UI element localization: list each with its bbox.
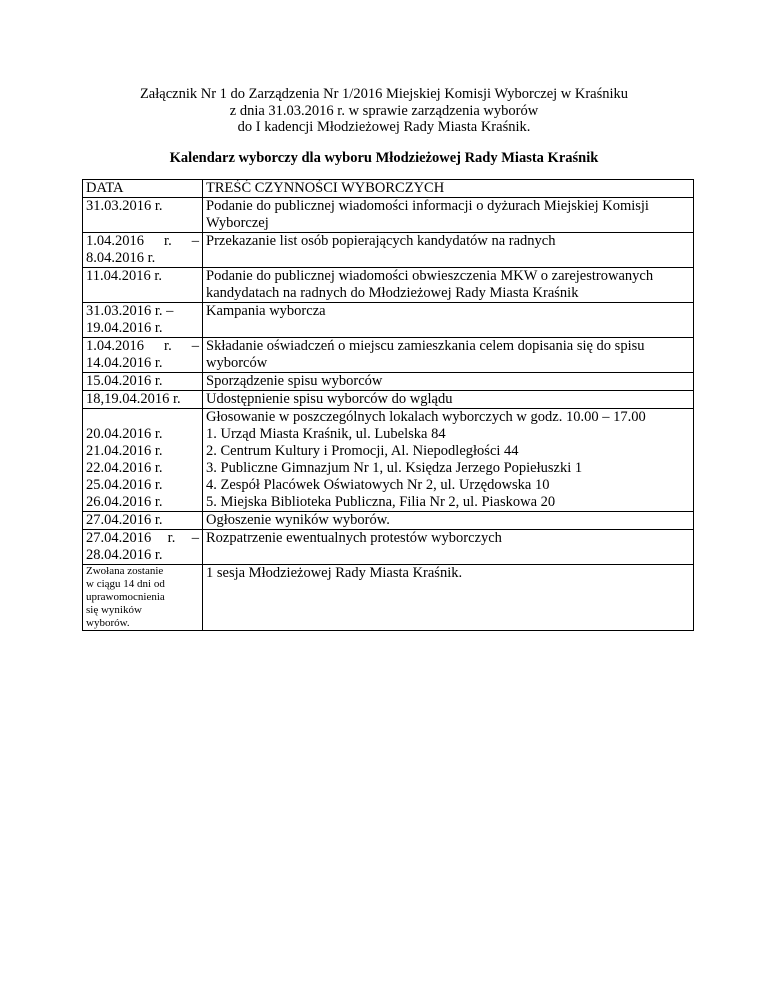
table-row bbox=[83, 391, 694, 409]
date-cell bbox=[83, 391, 203, 409]
date-cell bbox=[83, 233, 203, 268]
content-line: Rozpatrzenie ewentualnych protestów wyborczych bbox=[206, 530, 502, 546]
content-cell bbox=[203, 198, 694, 233]
date-line: 27.04.2016 r. bbox=[86, 512, 163, 528]
date-line: 8.04.2016 r. bbox=[86, 250, 156, 266]
date-line: 18,19.04.2016 r. bbox=[86, 391, 181, 407]
header-date-cell: DATA bbox=[83, 180, 203, 198]
content-cell bbox=[203, 268, 694, 303]
date-cell bbox=[83, 303, 203, 338]
content-line: Składanie oświadczeń o miejscu zamieszkania celem dopisania się do spisu wyborców bbox=[206, 338, 645, 371]
content-line: 2. Centrum Kultury i Promocji, Al. Niepodległości 44 bbox=[206, 443, 519, 459]
table-header-row bbox=[83, 180, 694, 198]
date-line: 31.03.2016 r. bbox=[86, 198, 163, 214]
table-row bbox=[83, 268, 694, 303]
content-line: 1. Urząd Miasta Kraśnik, ul. Lubelska 84 bbox=[206, 426, 446, 442]
date-line: 28.04.2016 r. bbox=[86, 547, 163, 563]
date-cell bbox=[83, 565, 203, 631]
date-cell bbox=[83, 338, 203, 373]
content-cell bbox=[203, 409, 694, 512]
table-row bbox=[83, 198, 694, 233]
table-row bbox=[83, 338, 694, 373]
date-line: 26.04.2016 r. bbox=[86, 494, 163, 510]
content-line: Głosowanie w poszczególnych lokalach wyborczych w godz. 10.00 – 17.00 bbox=[206, 409, 646, 425]
date-line: 19.04.2016 r. bbox=[86, 320, 163, 336]
date-line: 1.04.2016 r. – bbox=[86, 338, 199, 354]
date-cell bbox=[83, 512, 203, 530]
date-line: się wyników bbox=[86, 604, 142, 616]
content-line: 1 sesja Młodzieżowej Rady Miasta Kraśnik. bbox=[206, 565, 463, 581]
header-line-3: do I kadencji Młodzieżowej Rady Miasta Kraśnik. bbox=[237, 119, 531, 135]
content-cell bbox=[203, 373, 694, 391]
date-cell bbox=[83, 530, 203, 565]
table-row bbox=[83, 233, 694, 268]
election-calendar-table bbox=[82, 179, 694, 631]
content-line: Udostępnienie spisu wyborców do wglądu bbox=[206, 391, 453, 407]
date-line: 1.04.2016 r. – bbox=[86, 233, 199, 249]
table-row bbox=[83, 409, 694, 512]
date-line: 27.04.2016 r. – bbox=[86, 530, 199, 546]
content-cell bbox=[203, 391, 694, 409]
content-line: 4. Zespół Placówek Oświatowych Nr 2, ul. Urzędowska 10 bbox=[206, 477, 550, 493]
date-line: uprawomocnienia bbox=[86, 591, 165, 603]
date-line: 21.04.2016 r. bbox=[86, 443, 163, 459]
table-row bbox=[83, 303, 694, 338]
content-line: Kampania wyborcza bbox=[206, 303, 326, 319]
content-cell bbox=[203, 338, 694, 373]
table-row bbox=[83, 512, 694, 530]
content-cell bbox=[203, 530, 694, 565]
content-line: 5. Miejska Biblioteka Publiczna, Filia Nr 2, ul. Piaskowa 20 bbox=[206, 494, 556, 510]
date-line: Zwołana zostanie bbox=[86, 565, 164, 577]
header-line-1: Załącznik Nr 1 do Zarządzenia Nr 1/2016 Miejskiej Komisji Wyborczej w Kraśniku bbox=[139, 86, 629, 102]
date-line: wyborów. bbox=[86, 617, 130, 629]
date-line: 31.03.2016 r. – bbox=[86, 303, 174, 319]
attachment-header bbox=[0, 86, 768, 136]
table-row bbox=[83, 373, 694, 391]
date-cell bbox=[83, 409, 203, 512]
content-line: Sporządzenie spisu wyborców bbox=[206, 373, 383, 389]
content-line: Ogłoszenie wyników wyborów. bbox=[206, 512, 390, 528]
date-line: w ciągu 14 dni od bbox=[86, 578, 165, 590]
table-row bbox=[83, 530, 694, 565]
table-row bbox=[83, 565, 694, 631]
date-line: 14.04.2016 r. bbox=[86, 355, 163, 371]
date-line: 15.04.2016 r. bbox=[86, 373, 163, 389]
content-cell bbox=[203, 303, 694, 338]
content-cell bbox=[203, 512, 694, 530]
content-cell bbox=[203, 233, 694, 268]
content-line: Podanie do publicznej wiadomości obwieszczenia MKW o zarejestrowanych kandydatach na radnych do Młodzieżowej Rady Miasta Kraśnik bbox=[206, 268, 654, 301]
header-line-2: z dnia 31.03.2016 r. w sprawie zarządzenia wyborów bbox=[229, 102, 539, 119]
header-content-cell: TREŚĆ CZYNNOŚCI WYBORCZYCH bbox=[203, 180, 694, 198]
date-line: 25.04.2016 r. bbox=[86, 477, 163, 493]
date-cell bbox=[83, 373, 203, 391]
date-line: 20.04.2016 r. bbox=[86, 426, 163, 442]
date-line bbox=[86, 409, 199, 426]
content-line: Podanie do publicznej wiadomości informacji o dyżurach Miejskiej Komisji Wyborczej bbox=[206, 198, 649, 231]
date-cell bbox=[83, 268, 203, 303]
content-cell bbox=[203, 565, 694, 631]
content-line: Przekazanie list osób popierających kandydatów na radnych bbox=[206, 233, 556, 249]
date-line: 11.04.2016 r. bbox=[86, 268, 162, 284]
document-title: Kalendarz wyborczy dla wyboru Młodzieżowej Rady Miasta Kraśnik bbox=[169, 150, 599, 166]
date-cell bbox=[83, 198, 203, 233]
date-line: 22.04.2016 r. bbox=[86, 460, 163, 476]
content-line: 3. Publiczne Gimnazjum Nr 1, ul. Księdza Jerzego Popiełuszki 1 bbox=[206, 460, 583, 476]
